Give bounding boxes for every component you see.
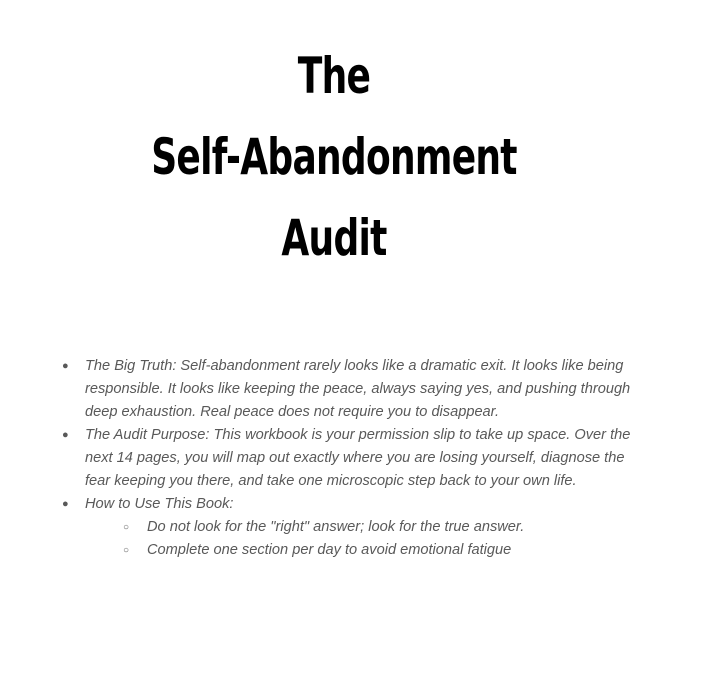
page-title	[0, 36, 668, 279]
sublist-item	[123, 539, 650, 562]
list-item-text: The Big Truth: Self-abandonment rarely looks like a dramatic exit. It looks like being responsible. It looks like keeping the peace, always saying yes, and pushing through deep exhaustion. Real peace does not require you to disappear.	[85, 358, 631, 420]
title-line-1: The	[297, 47, 371, 105]
sublist-item-text: Do not look for the "right" answer; look for the true answer.	[147, 519, 525, 535]
bullet-icon: ●	[62, 360, 69, 372]
list-item-how-to-use	[60, 493, 650, 562]
list-item-text: The Audit Purpose: This workbook is your permission slip to take up space. Over the next 14 pages, you will map out exactly where you are losing yourself, diagnose the fear keeping you there, and take one microscopic step back to your own life.	[85, 427, 631, 489]
title-line-3: Audit	[281, 209, 387, 267]
sublist-item-text: Complete one section per day to avoid emotional fatigue	[147, 542, 512, 558]
bullet-icon: ●	[62, 498, 69, 510]
how-to-use-sublist	[85, 516, 650, 562]
title-line-2: Self-Abandonment	[151, 128, 517, 186]
intro-bullet-list	[60, 355, 650, 562]
list-item-audit-purpose	[60, 424, 650, 493]
hollow-bullet-icon: ○	[123, 545, 130, 556]
list-item-big-truth	[60, 355, 650, 424]
sublist-item	[123, 516, 650, 539]
bullet-icon: ●	[62, 429, 69, 441]
list-item-text: How to Use This Book:	[85, 496, 234, 512]
hollow-bullet-icon: ○	[123, 522, 130, 533]
